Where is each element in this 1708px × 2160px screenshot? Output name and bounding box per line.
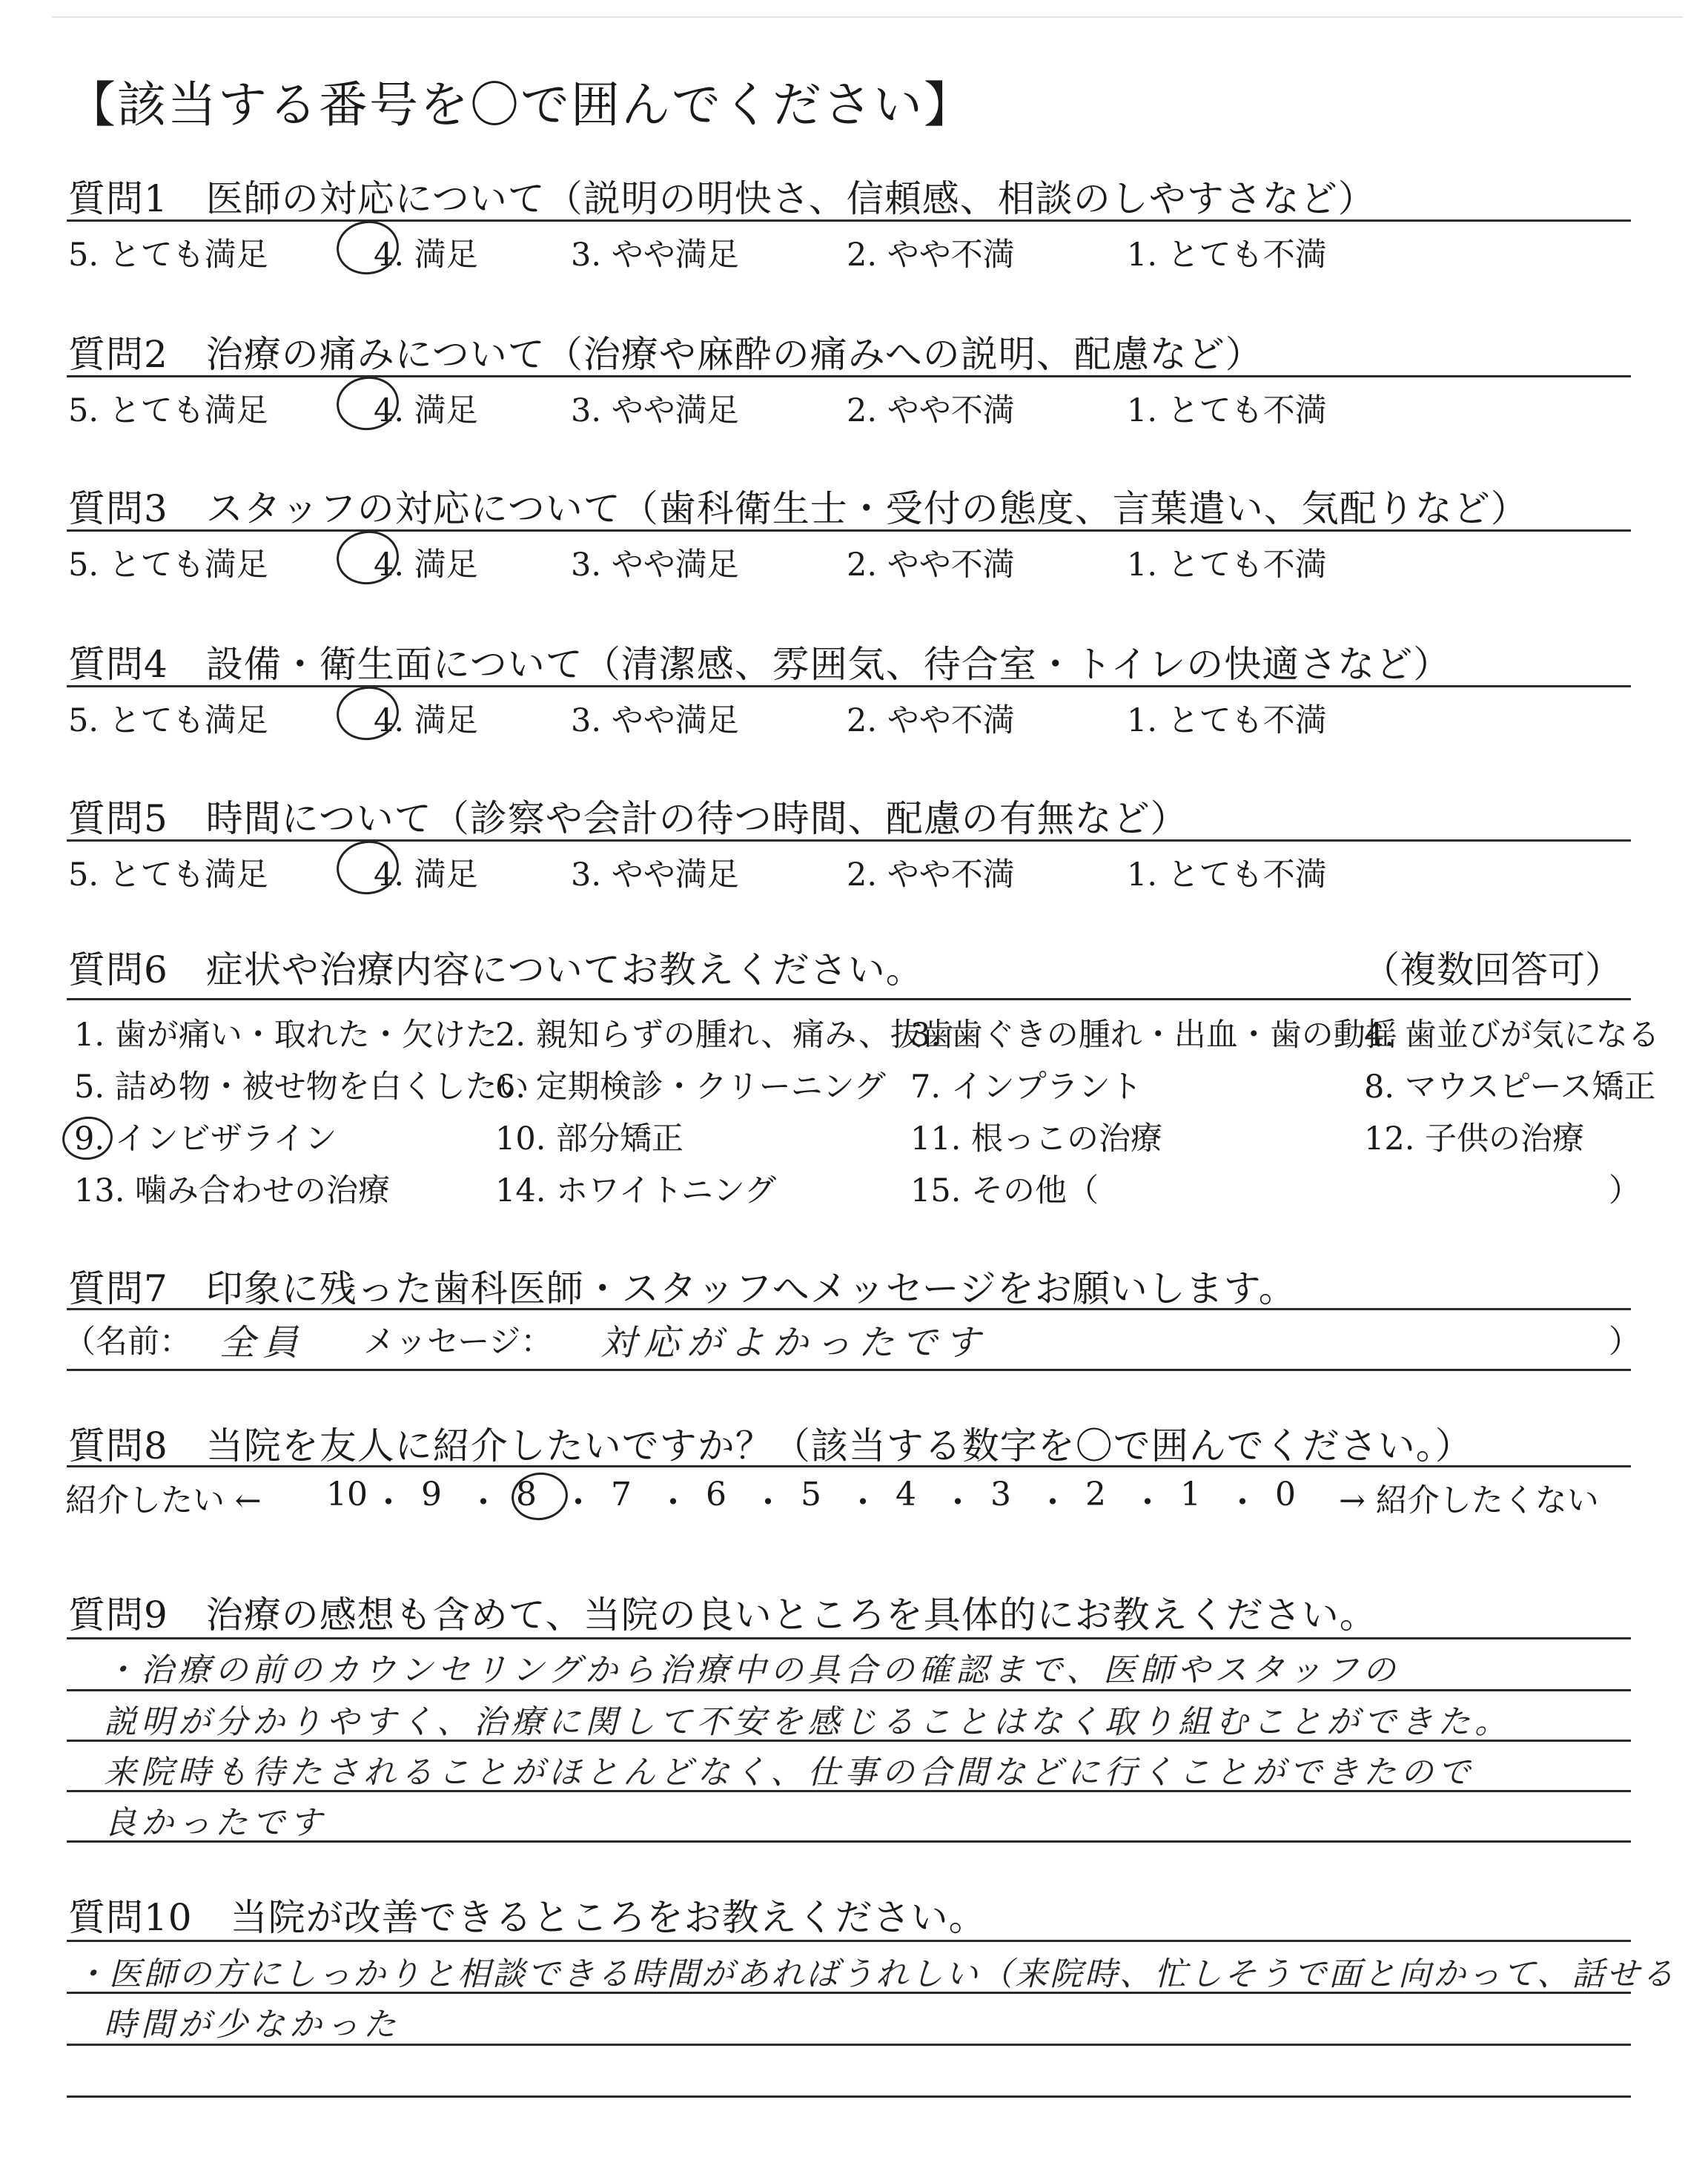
q6-option-2[interactable]: 2. 親知らずの腫れ、痛み、抜歯 bbox=[495, 1017, 954, 1054]
q2-option-3[interactable]: 3. やや満足 bbox=[571, 392, 739, 429]
q7-rule bbox=[67, 1308, 1631, 1310]
q8-separator: ・ bbox=[1226, 1484, 1259, 1522]
q7-message-label: メッセージ： bbox=[363, 1324, 553, 1361]
q3-option-4[interactable]: 4. 満足 bbox=[374, 546, 478, 584]
q3-option-2[interactable]: 2. やや不満 bbox=[847, 546, 1015, 584]
q6-option-10[interactable]: 10. 部分矯正 bbox=[495, 1120, 684, 1157]
q4-option-4[interactable]: 4. 満足 bbox=[374, 702, 478, 739]
q7-close-paren: ） bbox=[1609, 1324, 1641, 1361]
q2-option-2[interactable]: 2. やや不満 bbox=[847, 392, 1015, 429]
q8-scale-6[interactable]: 6 bbox=[706, 1476, 726, 1513]
q9-rule bbox=[67, 1637, 1631, 1639]
q1-option-5[interactable]: 5. とても満足 bbox=[68, 237, 268, 274]
q5-option-2[interactable]: 2. やや不満 bbox=[847, 856, 1015, 894]
q5-option-4[interactable]: 4. 満足 bbox=[374, 856, 478, 894]
q2-option-1[interactable]: 1. とても不満 bbox=[1127, 392, 1327, 429]
q10-line-rule-1 bbox=[67, 1992, 1631, 1994]
q5-heading: 質問5 時間について（診察や会計の待つ時間、配慮の有無など） bbox=[68, 797, 1188, 840]
q8-scale-1[interactable]: 1 bbox=[1180, 1476, 1201, 1513]
q6-option-12[interactable]: 12. 子供の治療 bbox=[1364, 1120, 1585, 1157]
q9-answer-line-4: 良かったです bbox=[104, 1804, 326, 1842]
q6-option-11[interactable]: 11. 根っこの治療 bbox=[910, 1120, 1163, 1157]
q6-option-15[interactable]: 15. その他（ bbox=[910, 1172, 1099, 1209]
q8-scale-7[interactable]: 7 bbox=[611, 1476, 632, 1513]
q1-option-1[interactable]: 1. とても不満 bbox=[1127, 237, 1327, 274]
q9-answer-line-1: ・治療の前のカウンセリングから治療中の具合の確認まで、医師やスタッフの bbox=[104, 1651, 1400, 1689]
q8-scale-5[interactable]: 5 bbox=[801, 1476, 821, 1513]
q6-option-8[interactable]: 8. マウスピース矯正 bbox=[1364, 1069, 1656, 1106]
q10-rule bbox=[67, 1940, 1631, 1942]
q4-option-1[interactable]: 1. とても不満 bbox=[1127, 702, 1327, 739]
q4-heading: 質問4 設備・衛生面について（清潔感、雰囲気、待合室・トイレの快適さなど） bbox=[68, 643, 1452, 686]
q3-option-3[interactable]: 3. やや満足 bbox=[571, 546, 739, 584]
q6-option-13[interactable]: 13. 噛み合わせの治療 bbox=[74, 1172, 391, 1209]
q9-answer-line-2: 説明が分かりやすく、治療に関して不安を感じることはなく取り組むことができた。 bbox=[104, 1703, 1512, 1741]
q6-option-4[interactable]: 4. 歯並びが気になる bbox=[1364, 1017, 1660, 1054]
q8-separator: ・ bbox=[752, 1484, 784, 1522]
q4-rule bbox=[67, 685, 1631, 687]
q7-answer-rule bbox=[67, 1369, 1631, 1371]
q7-name-handwritten: 全員 bbox=[219, 1322, 306, 1364]
q9-heading: 質問9 治療の感想も含めて、当院の良いところを具体的にお教えください。 bbox=[68, 1593, 1377, 1636]
q8-scale-10[interactable]: 10 bbox=[326, 1476, 368, 1513]
q9-line-rule-1 bbox=[67, 1689, 1631, 1691]
q6-option-3[interactable]: 3. 歯ぐきの腫れ・出血・歯の動揺 bbox=[910, 1017, 1397, 1054]
q8-separator: ・ bbox=[941, 1484, 974, 1522]
q6-multi-answer-note: （複数回答可） bbox=[1363, 948, 1622, 991]
q6-rule bbox=[67, 998, 1631, 1000]
q4-option-3[interactable]: 3. やや満足 bbox=[571, 702, 739, 739]
q7-name-label: （名前： bbox=[64, 1324, 191, 1361]
q3-option-1[interactable]: 1. とても不満 bbox=[1127, 546, 1327, 584]
q8-rule bbox=[67, 1465, 1631, 1467]
q8-separator: ・ bbox=[467, 1484, 500, 1522]
q3-heading: 質問3 スタッフの対応について（歯科衛生士・受付の態度、言葉遣い、気配りなど） bbox=[68, 487, 1529, 530]
q8-separator: ・ bbox=[372, 1484, 405, 1522]
q6-option-1[interactable]: 1. 歯が痛い・取れた・欠けた bbox=[74, 1017, 497, 1054]
q8-scale-9[interactable]: 9 bbox=[421, 1476, 442, 1513]
q2-rule bbox=[67, 375, 1631, 377]
q3-option-5[interactable]: 5. とても満足 bbox=[68, 546, 268, 584]
q5-rule bbox=[67, 839, 1631, 842]
q1-heading: 質問1 医師の対応について（説明の明快さ、信頼感、相談のしやすさなど） bbox=[68, 177, 1376, 220]
q10-line-rule-3 bbox=[67, 2095, 1631, 2098]
page-top-edge bbox=[52, 16, 1683, 18]
q9-line-rule-3 bbox=[67, 1790, 1631, 1792]
q6-option-5[interactable]: 5. 詰め物・被せ物を白くしたい bbox=[74, 1069, 529, 1106]
q9-line-rule-4 bbox=[67, 1840, 1631, 1843]
q8-separator: ・ bbox=[847, 1484, 879, 1522]
q10-answer-line-1: ・医師の方にしっかりと相談できる時間があればうれしい（来院時、忙しそうで面と向かって、話せる bbox=[74, 1955, 1677, 1993]
q8-heading: 質問8 当院を友人に紹介したいですか？（該当する数字を〇で囲んでください。） bbox=[68, 1424, 1473, 1467]
q1-option-4[interactable]: 4. 満足 bbox=[374, 237, 478, 274]
q10-answer-line-2: 時間が少なかった bbox=[104, 2006, 400, 2044]
q10-line-rule-2 bbox=[67, 2044, 1631, 2046]
q6-option-6[interactable]: 6. 定期検診・クリーニング bbox=[495, 1069, 886, 1106]
q2-heading: 質問2 治療の痛みについて（治療や麻酔の痛みへの説明、配慮など） bbox=[68, 333, 1263, 376]
q8-separator: ・ bbox=[1131, 1484, 1164, 1522]
q2-option-5[interactable]: 5. とても満足 bbox=[68, 392, 268, 429]
q8-separator: ・ bbox=[562, 1484, 595, 1522]
q5-option-1[interactable]: 1. とても不満 bbox=[1127, 856, 1327, 894]
q4-option-2[interactable]: 2. やや不満 bbox=[847, 702, 1015, 739]
q4-option-5[interactable]: 5. とても満足 bbox=[68, 702, 268, 739]
q6-heading: 質問6 症状や治療内容についてお教えください。 bbox=[68, 948, 924, 991]
q8-separator: ・ bbox=[1036, 1484, 1069, 1522]
q7-heading: 質問7 印象に残った歯科医師・スタッフへメッセージをお願いします。 bbox=[68, 1267, 1297, 1310]
q8-right-label: → 紹介したくない bbox=[1339, 1482, 1599, 1519]
q8-separator: ・ bbox=[657, 1484, 689, 1522]
q9-answer-line-3: 来院時も待たされることがほとんどなく、仕事の合間などに行くことができたので bbox=[104, 1754, 1475, 1791]
q5-option-5[interactable]: 5. とても満足 bbox=[68, 856, 268, 894]
q8-scale-8[interactable]: 8 bbox=[516, 1476, 537, 1513]
q6-close-paren: ） bbox=[1609, 1172, 1641, 1209]
q8-scale-2[interactable]: 2 bbox=[1085, 1476, 1106, 1513]
q3-rule bbox=[67, 529, 1631, 532]
q1-option-2[interactable]: 2. やや不満 bbox=[847, 237, 1015, 274]
q7-message-handwritten: 対応がよかったです bbox=[600, 1322, 988, 1364]
q6-option-9[interactable]: 9. インビザライン bbox=[74, 1120, 337, 1157]
q8-left-label: 紹介したい ← bbox=[65, 1482, 262, 1519]
q8-scale-3[interactable]: 3 bbox=[990, 1476, 1011, 1513]
q8-scale-4[interactable]: 4 bbox=[896, 1476, 916, 1513]
page-title: 【該当する番号を〇で囲んでください】 bbox=[67, 76, 974, 133]
q10-heading: 質問10 当院が改善できるところをお教えください。 bbox=[68, 1896, 987, 1939]
q2-option-4[interactable]: 4. 満足 bbox=[374, 392, 478, 429]
q1-option-3[interactable]: 3. やや満足 bbox=[571, 237, 739, 274]
q6-option-7[interactable]: 7. インプラント bbox=[910, 1069, 1142, 1106]
q9-line-rule-2 bbox=[67, 1740, 1631, 1742]
q1-rule bbox=[67, 219, 1631, 222]
q6-option-14[interactable]: 14. ホワイトニング bbox=[495, 1172, 777, 1209]
q8-scale-0[interactable]: 0 bbox=[1275, 1476, 1296, 1513]
q5-option-3[interactable]: 3. やや満足 bbox=[571, 856, 739, 894]
